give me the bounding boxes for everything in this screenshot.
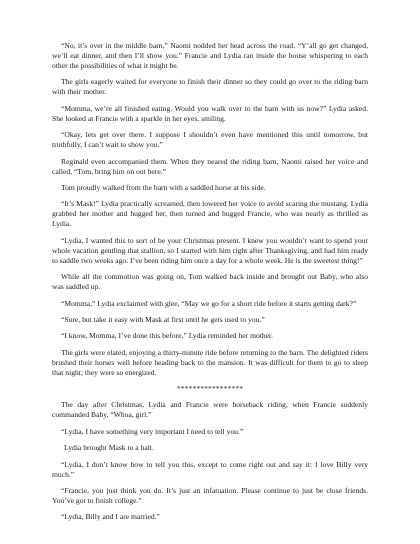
- paragraph: “Lydia, I don’t know how to tell you this, except to come right out and say it: I love Billy very much.”: [52, 459, 368, 479]
- paragraph: Lydia brought Mask to a halt.: [64, 443, 154, 453]
- scene-break-separator: *****************: [176, 384, 244, 394]
- paragraph: The girls eagerly waited for everyone to finish their dinner so they could go over to the riding barn with their mother.: [52, 77, 368, 97]
- paragraph: “No, it’s over in the middle barn,” Naomi nodded her head across the road. “Y’all go get changed, we’ll eat dinner, and then I’ll show you.” Francie and Lydia ran inside the house whispering to each other the possibilities of what it might be.: [52, 41, 368, 70]
- paragraph: Reginald even accompanied them. When they neared the riding barn, Naomi raised her voice and called, “Tom, bring him on out here.”: [52, 156, 368, 176]
- paragraph: “Lydia, I wanted this to sort of be your Christmas present. I knew you wouldn’t want to spend your whole vacation gentling that stallion, so I started with him right after Thanksgiving, and had him ready to saddle two weeks ago. I’ve been riding him once a day for a whole week. He is the sweetest thing!”: [52, 235, 368, 265]
- paragraph: While all the commotion was going on, Tom walked back inside and brought out Baby, who also was saddled up.: [52, 272, 368, 292]
- paragraph: “It’s Mask!” Lydia practically screamed, then lowered her voice to avoid scaring the mustang. Lydia grabbed her mother and hugged her, then turned and hugged Francie, who was nearly as thrilled as Lydia.: [52, 199, 368, 229]
- paragraph: Tom proudly walked from the barn with a saddled horse at his side.: [61, 182, 266, 192]
- paragraph: “Lydia, I have something very important I need to tell you.”: [61, 426, 244, 436]
- paragraph: The girls were elated, enjoying a thirty-minute ride before returning to the barn. The delighted riders brushed their horses well before heading back to the mansion. It was difficult for them to go to sleep that night; they were so energized.: [52, 347, 368, 377]
- paragraph: “Francie, you just think you do. It’s just an infatuation. Please continue to just be close friends. You’ve got to finish college.”: [52, 486, 368, 506]
- paragraph: “Okay, lets get over there. I suppose I shouldn’t even have mentioned this until tomorrow, but truthfully, I can’t wait to show you.”: [52, 130, 368, 150]
- paragraph: “Sure, but take it easy with Mask at first until he gets used to you.”: [61, 314, 265, 324]
- paragraph: “Momma, we’re all finished eating. Would you walk over to the barn with us now?” Lydia asked. She looked at Francie with a sparkle in her eyes, smiling.: [52, 103, 368, 123]
- paragraph: “Momma,” Lydia exclaimed with glee, “May we go for a short ride before it starts getting dark?”: [61, 298, 357, 308]
- paragraph: “I know, Momma, I’ve done this before,” Lydia reminded her mother.: [61, 331, 274, 341]
- paragraph: The day after Christmas, Lydia and Francie were horseback riding, when Francie suddenly commanded Baby, “Whoa, girl.”: [52, 400, 368, 420]
- paragraph: “Lydia, Billy and I are married.”: [61, 512, 160, 522]
